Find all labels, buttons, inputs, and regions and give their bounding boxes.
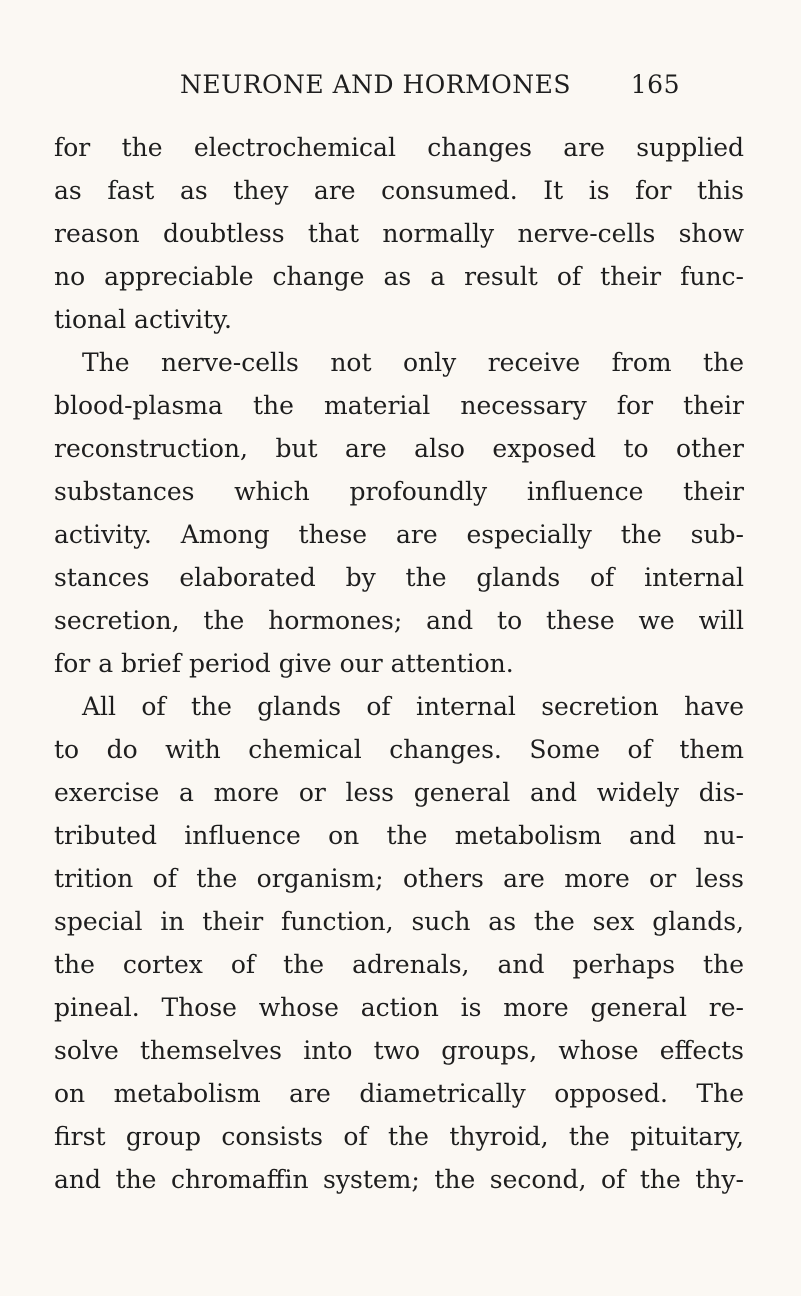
text-line: pineal. Those whose action is more general re- (54, 993, 744, 1022)
running-title: NEURONE AND HORMONES (180, 70, 571, 99)
text-line: and the chromaffin system; the second, of the thy- (54, 1165, 744, 1194)
text-line: solve themselves into two groups, whose effects (54, 1036, 744, 1065)
text-line: for the electrochemical changes are supplied (54, 133, 744, 162)
text-line: tributed influence on the metabolism and nu- (54, 821, 744, 850)
text-line: the cortex of the adrenals, and perhaps the (54, 950, 744, 979)
text-line: as fast as they are consumed. It is for this (54, 176, 744, 205)
text-line: blood-plasma the material necessary for their (54, 391, 744, 420)
running-header (180, 70, 680, 110)
text-line: activity. Among these are especially the sub- (54, 520, 744, 549)
text-line: first group consists of the thyroid, the pituitary, (54, 1122, 744, 1151)
text-line: to do with chemical changes. Some of them (54, 735, 744, 764)
paragraph-first-line: All of the glands of internal secretion have (82, 692, 744, 721)
text-line: substances which profoundly influence their (54, 477, 744, 506)
text-line: secretion, the hormones; and to these we will (54, 606, 744, 635)
text-line: no appreciable change as a result of their func- (54, 262, 744, 291)
text-line: on metabolism are diametrically opposed. The (54, 1079, 744, 1108)
page-number: 165 (630, 70, 680, 99)
text-line: tional activity. (54, 305, 232, 334)
text-line: special in their function, such as the sex glands, (54, 907, 744, 936)
text-line: trition of the organism; others are more or less (54, 864, 744, 893)
text-line: exercise a more or less general and widely dis- (54, 778, 744, 807)
text-line: reconstruction, but are also exposed to other (54, 434, 744, 463)
paragraph-first-line: The nerve-cells not only receive from the (82, 348, 744, 377)
text-line: reason doubtless that normally nerve-cells show (54, 219, 744, 248)
text-line: for a brief period give our attention. (54, 649, 514, 678)
text-line: stances elaborated by the glands of internal (54, 563, 744, 592)
